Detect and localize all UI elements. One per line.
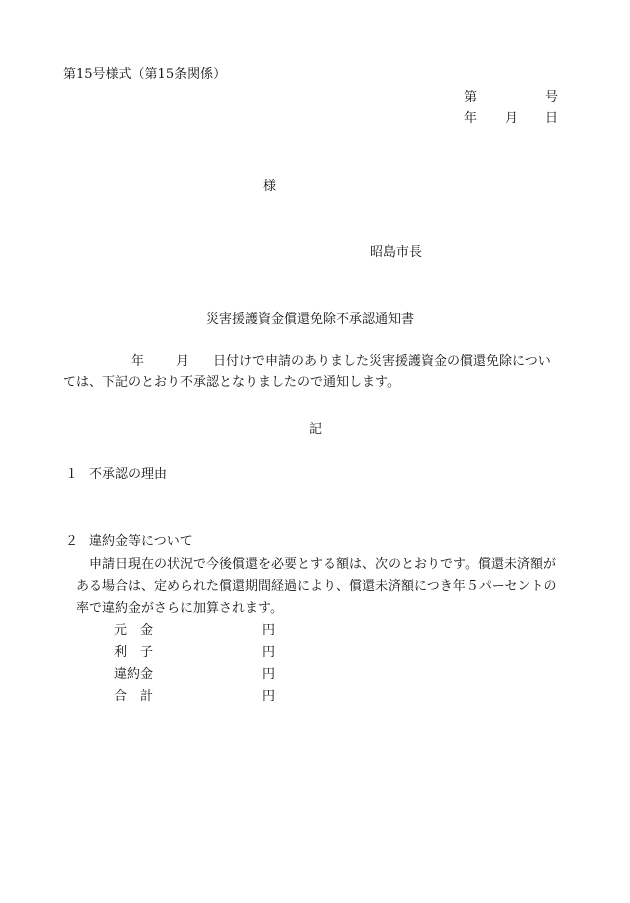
amount-unit: 円	[262, 645, 276, 660]
amount-row-penalty	[114, 664, 294, 686]
date-month-label: 月	[505, 111, 519, 126]
body-line-2: ては、下記のとおり不承認となりましたので通知します。	[63, 375, 400, 390]
amount-row-principal	[114, 620, 294, 642]
amount-label: 違約金	[114, 667, 154, 682]
section-2-text-line: ある場合は、定められた償還期間経過により、償還未済額につき年５パーセントの	[76, 579, 557, 594]
doc-number-prefix: 第	[464, 90, 478, 105]
ki-heading: 記	[309, 422, 323, 437]
section-1-label: 不承認の理由	[89, 467, 168, 482]
date-year-label: 年	[464, 111, 478, 126]
section-1-heading	[65, 466, 167, 483]
amount-unit: 円	[262, 667, 276, 682]
amount-label: 合 計	[114, 689, 154, 704]
addressee-honorific: 様	[263, 179, 277, 194]
section-2-heading	[65, 533, 193, 550]
document-title: 災害援護資金償還免除不承認通知書	[206, 312, 415, 327]
section-2-text-line: 申請日現在の状況で今後償還を必要とする額は、次のとおりです。償還未済額が	[89, 557, 556, 572]
amount-unit: 円	[262, 689, 276, 704]
amount-unit: 円	[262, 623, 276, 638]
body-year-label: 年	[131, 354, 145, 369]
form-number: 第15号様式（第15条関係）	[63, 67, 227, 82]
sender-name: 昭島市長	[370, 245, 423, 260]
body-line-1	[63, 351, 583, 372]
amounts-list	[114, 620, 294, 708]
body-line-1-text: 日付けで申請のありました災害援護資金の償還免除につい	[213, 354, 551, 369]
body-month-label: 月	[176, 354, 190, 369]
section-2-number: ２	[65, 534, 79, 549]
amount-label: 利 子	[114, 645, 154, 660]
body-paragraph	[63, 351, 583, 393]
section-2-label: 違約金等について	[89, 534, 193, 549]
date-day-label: 日	[545, 111, 559, 126]
section-2-paragraph	[63, 554, 583, 620]
amount-row-interest	[114, 642, 294, 664]
doc-number-suffix: 号	[545, 90, 559, 105]
section-1-number: １	[65, 467, 79, 482]
amount-row-total	[114, 686, 294, 708]
amount-label: 元 金	[114, 623, 154, 638]
section-2-text-line: 率で違約金がさらに加算されます。	[76, 601, 283, 616]
